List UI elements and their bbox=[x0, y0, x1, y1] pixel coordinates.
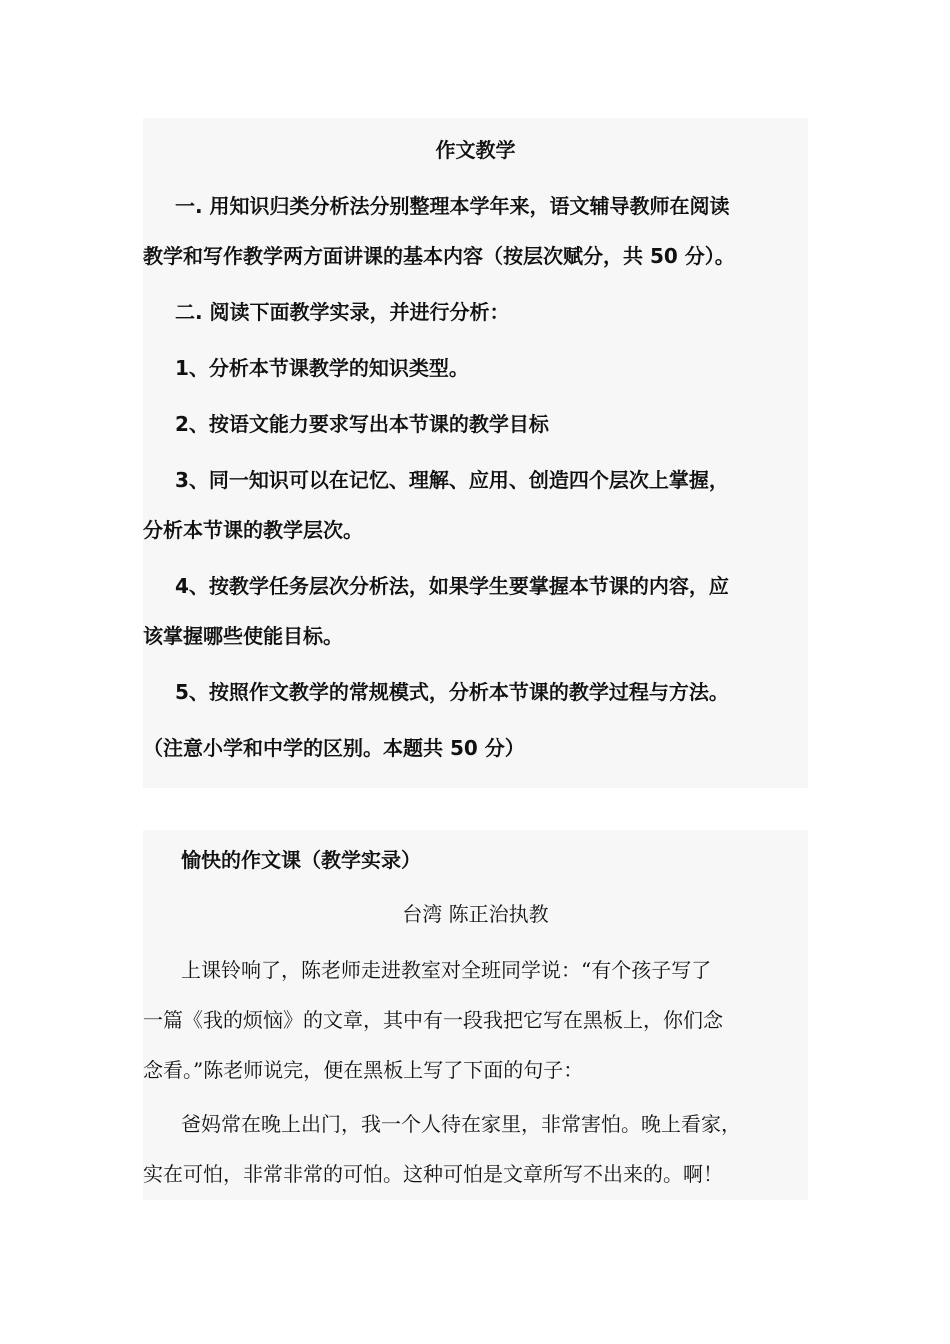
question-item-4-line-1: 4、按教学任务层次分析法，如果学生要掌握本节课的内容，应 bbox=[175, 574, 729, 598]
question-one-line-1: 一. 用知识归类分析法分别整理本学年来，语文辅导教师在阅读 bbox=[175, 194, 730, 218]
record-paragraph-1-line-1: 上课铃响了，陈老师走进教室对全班同学说：“有个孩子写了 bbox=[181, 958, 712, 982]
question-item-3-line-1: 3、同一知识可以在记忆、理解、应用、创造四个层次上掌握， bbox=[175, 468, 729, 492]
question-one-line-2: 教学和写作教学两方面讲课的基本内容（按层次赋分，共 50 分）。 bbox=[143, 244, 735, 268]
teaching-record-author: 台湾 陈正治执教 bbox=[402, 902, 549, 926]
question-item-5-line-1: 5、按照作文教学的常规模式，分析本节课的教学过程与方法。 bbox=[175, 680, 729, 704]
record-paragraph-1-line-2: 一篇《我的烦恼》的文章，其中有一段我把它写在黑板上，你们念 bbox=[143, 1008, 723, 1032]
question-item-3-line-2: 分析本节课的教学层次。 bbox=[143, 518, 363, 542]
teaching-record-title: 愉快的作文课（教学实录） bbox=[181, 848, 421, 872]
question-two-intro: 二. 阅读下面教学实录，并进行分析： bbox=[175, 300, 510, 324]
document-title: 作文教学 bbox=[435, 138, 516, 162]
question-item-4-line-2: 该掌握哪些使能目标。 bbox=[143, 624, 343, 648]
quoted-passage-line-1: 爸妈常在晚上出门，我一个人待在家里，非常害怕。晚上看家， bbox=[181, 1112, 741, 1136]
question-item-2: 2、按语文能力要求写出本节课的教学目标 bbox=[175, 412, 549, 436]
question-item-5-line-2: （注意小学和中学的区别。本题共 50 分） bbox=[143, 736, 525, 760]
quoted-passage-line-2: 实在可怕，非常非常的可怕。这种可怕是文章所写不出来的。啊！ bbox=[143, 1162, 723, 1186]
record-paragraph-1-line-3: 念看。”陈老师说完，便在黑板上写了下面的句子： bbox=[143, 1058, 584, 1082]
question-item-1: 1、分析本节课教学的知识类型。 bbox=[175, 356, 469, 380]
